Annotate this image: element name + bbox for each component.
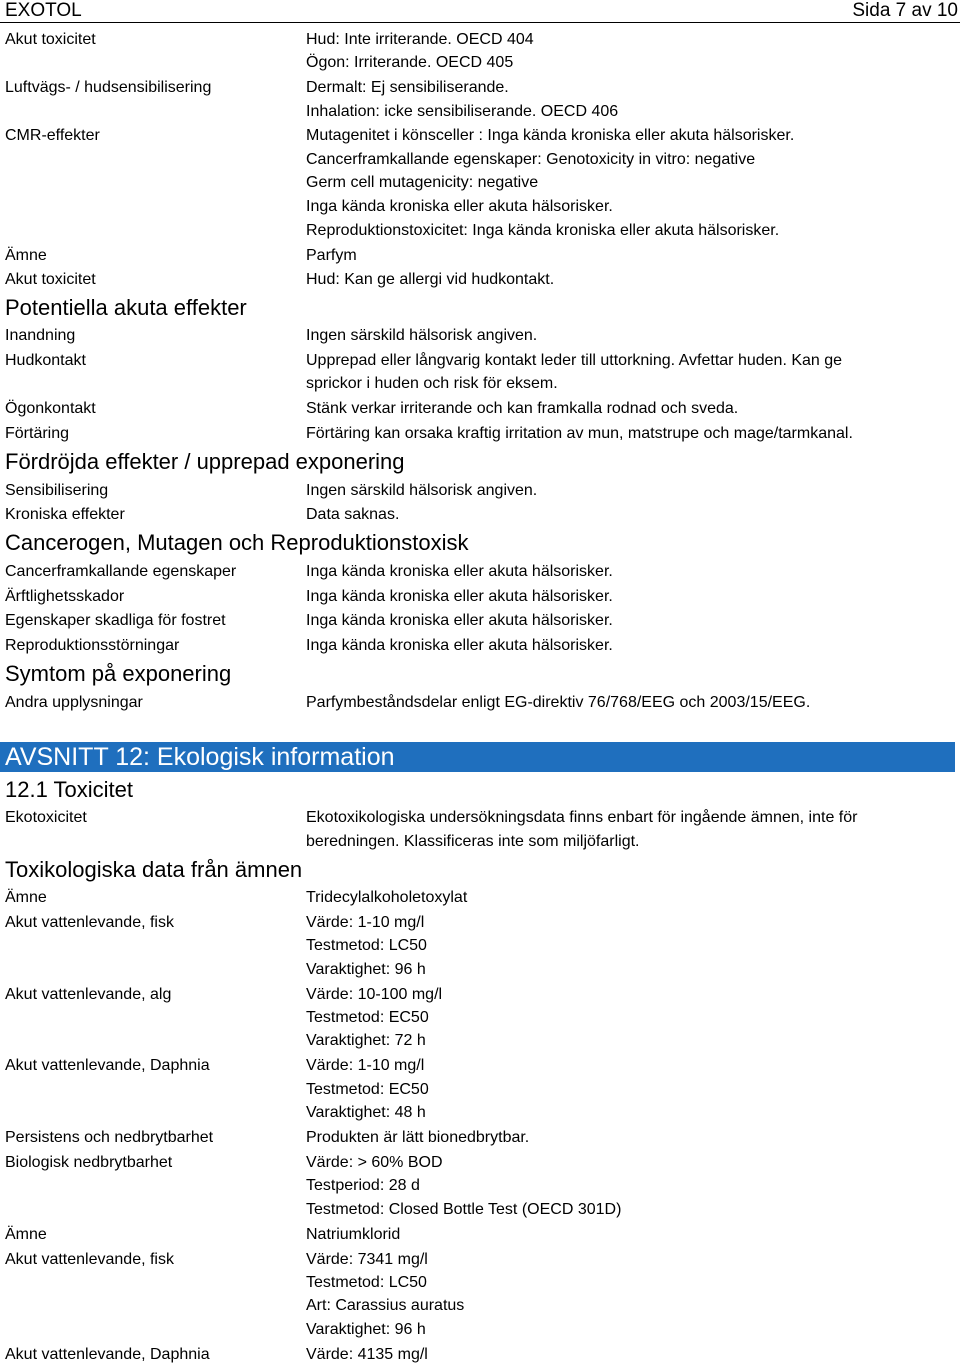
row-value: Testmetod: EC50 — [306, 1081, 429, 1098]
row-value: Ingen särskild hälsorisk angiven. — [306, 482, 538, 499]
row-value: Förtäring kan orsaka kraftig irritation av mun, matstrupe och mage/tarmkanal. — [306, 425, 853, 442]
row-label: Ämne — [5, 247, 47, 264]
row-label: Reproduktionsstörningar — [5, 637, 180, 654]
row-value: Varaktighet: 96 h — [306, 1321, 426, 1338]
row-value: Testmetod: LC50 — [306, 937, 427, 954]
row-value: Data saknas. — [306, 506, 400, 523]
row-label: Ärftlighetsskador — [5, 588, 125, 605]
row-value: Cancerframkallande egenskaper: Genotoxicity in vitro: negative — [306, 151, 756, 168]
row-value: sprickor i huden och risk för eksem. — [306, 375, 558, 392]
row-value: Parfym — [306, 247, 357, 264]
row-label: Andra upplysningar — [5, 694, 143, 711]
row-value: Dermalt: Ej sensibiliserande. — [306, 79, 509, 96]
row-value: Hud: Kan ge allergi vid hudkontakt. — [306, 271, 555, 288]
row-value: Art: Carassius auratus — [306, 1297, 465, 1314]
row-label: Egenskaper skadliga för fostret — [5, 612, 226, 629]
row-value: Reproduktionstoxicitet: Inga kända kroniska eller akuta hälsorisker. — [306, 222, 780, 239]
row-label: Sensibilisering — [5, 482, 109, 499]
row-label: Ekotoxicitet — [5, 809, 87, 826]
row-value: Värde: 1-10 mg/l — [306, 914, 425, 931]
row-value: Inhalation: icke sensibiliserande. OECD 406 — [306, 103, 619, 120]
row-value: Ögon: Irriterande. OECD 405 — [306, 54, 514, 71]
page-header — [0, 0, 960, 23]
row-value: Testmetod: Closed Bottle Test (OECD 301D) — [306, 1201, 622, 1218]
subheading: Fördröjda effekter / upprepad exponering — [5, 449, 405, 474]
subheading: Cancerogen, Mutagen och Reproduktionstoxisk — [5, 530, 469, 555]
row-value: Inga kända kroniska eller akuta hälsorisker. — [306, 612, 613, 629]
row-label: Persistens och nedbrytbarhet — [5, 1129, 214, 1146]
row-label: Cancerframkallande egenskaper — [5, 563, 237, 580]
section-title: AVSNITT 12: Ekologisk information — [5, 743, 395, 771]
row-label: Akut vattenlevande, fisk — [5, 914, 174, 931]
section-banner — [0, 742, 955, 772]
row-value: Natriumklorid — [306, 1226, 401, 1243]
subheading: Toxikologiska data från ämnen — [5, 857, 303, 882]
row-label: Akut vattenlevande, Daphnia — [5, 1346, 210, 1363]
product-name: EXOTOL — [5, 0, 82, 21]
row-value: Testperiod: 28 d — [306, 1177, 420, 1194]
row-value: beredningen. Klassificeras inte som miljöfarligt. — [306, 833, 640, 850]
row-label: Akut vattenlevande, Daphnia — [5, 1057, 210, 1074]
row-label: Akut vattenlevande, fisk — [5, 1251, 174, 1268]
row-value: Varaktighet: 72 h — [306, 1032, 426, 1049]
row-label: Ämne — [5, 1226, 47, 1243]
subheading: Potentiella akuta effekter — [5, 295, 247, 320]
row-value: Inga kända kroniska eller akuta hälsorisker. — [306, 563, 613, 580]
row-value: Värde: 1-10 mg/l — [306, 1057, 425, 1074]
row-value: Stänk verkar irriterande och kan framkalla rodnad och sveda. — [306, 400, 739, 417]
row-value: Värde: 7341 mg/l — [306, 1251, 428, 1268]
row-value: Värde: 10-100 mg/l — [306, 986, 443, 1003]
row-label: Luftvägs- / hudsensibilisering — [5, 79, 212, 96]
row-value: Hud: Inte irriterande. OECD 404 — [306, 31, 534, 48]
row-value: Inga kända kroniska eller akuta hälsorisker. — [306, 637, 613, 654]
row-label: Akut vattenlevande, alg — [5, 986, 172, 1003]
row-value: Varaktighet: 48 h — [306, 1104, 426, 1121]
row-value: Germ cell mutagenicity: negative — [306, 174, 539, 191]
row-label: Ämne — [5, 889, 47, 906]
row-value: Värde: 4135 mg/l — [306, 1346, 428, 1363]
row-value: Tridecylalkoholetoxylat — [306, 889, 468, 906]
row-value: Inga kända kroniska eller akuta hälsorisker. — [306, 588, 613, 605]
row-value: Produkten är lätt bionedbrytbar. — [306, 1129, 530, 1146]
row-value: Mutagenitet i könsceller : Inga kända kroniska eller akuta hälsorisker. — [306, 127, 795, 144]
row-value: Testmetod: LC50 — [306, 1274, 427, 1291]
row-label: Hudkontakt — [5, 352, 86, 369]
row-label: Akut toxicitet — [5, 31, 96, 48]
row-label: CMR-effekter — [5, 127, 100, 144]
row-value: Värde: > 60% BOD — [306, 1154, 443, 1171]
row-value: Ekotoxikologiska undersökningsdata finns enbart för ingående ämnen, inte för — [306, 809, 858, 826]
row-value: Testmetod: EC50 — [306, 1009, 429, 1026]
row-label: Biologisk nedbrytbarhet — [5, 1154, 173, 1171]
subheading: 12.1 Toxicitet — [5, 777, 134, 802]
row-label: Inandning — [5, 327, 76, 344]
row-value: Upprepad eller långvarig kontakt leder till uttorkning. Avfettar huden. Kan ge — [306, 352, 843, 369]
row-value: Parfymbeståndsdelar enligt EG-direktiv 76/768/EEG och 2003/15/EEG. — [306, 694, 811, 711]
subheading: Symtom på exponering — [5, 661, 232, 686]
page-number: Sida 7 av 10 — [852, 0, 958, 21]
row-label: Akut toxicitet — [5, 271, 96, 288]
row-value: Varaktighet: 96 h — [306, 961, 426, 978]
row-label: Förtäring — [5, 425, 70, 442]
row-label: Kroniska effekter — [5, 506, 125, 523]
row-value: Ingen särskild hälsorisk angiven. — [306, 327, 538, 344]
row-label: Ögonkontakt — [5, 400, 96, 417]
row-value: Inga kända kroniska eller akuta hälsorisker. — [306, 198, 613, 215]
